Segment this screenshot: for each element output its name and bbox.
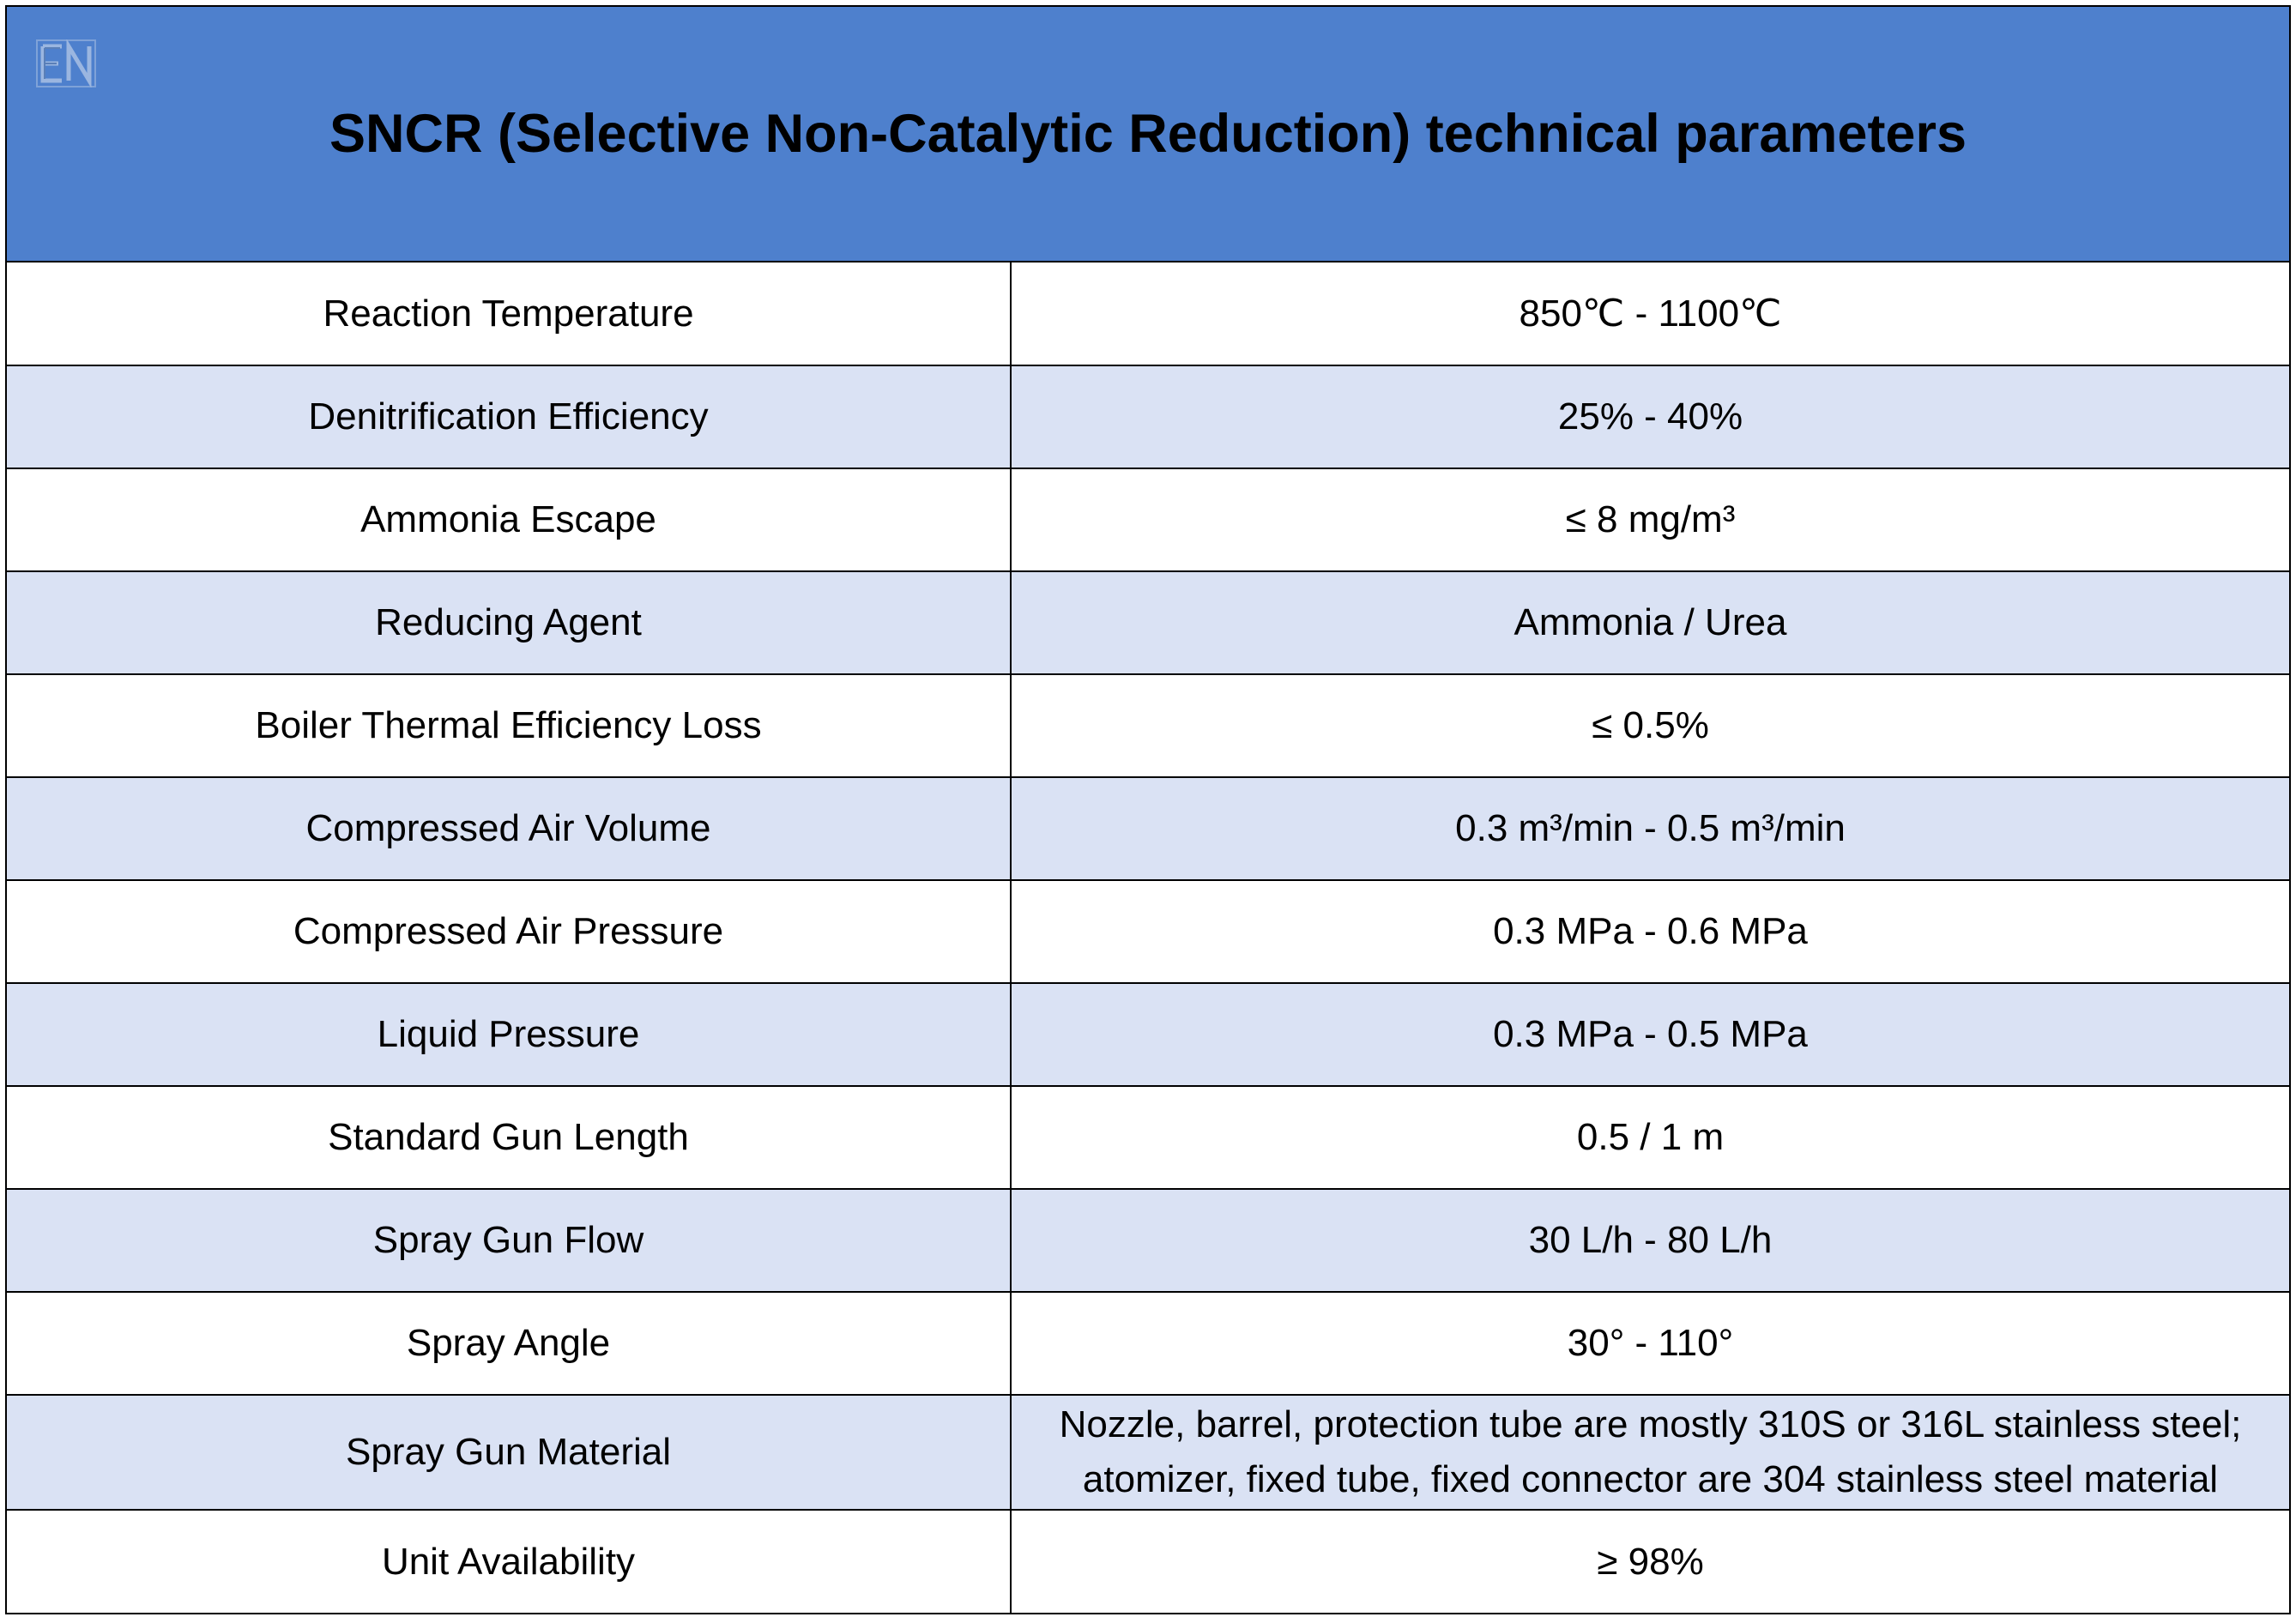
parameter-value: 30° - 110° xyxy=(1011,1292,2289,1395)
parameter-value: 0.3 m³/min - 0.5 m³/min xyxy=(1011,777,2289,880)
table-row xyxy=(7,983,2289,1086)
parameter-label: Standard Gun Length xyxy=(7,1086,1011,1189)
table-row xyxy=(7,1510,2289,1613)
parameter-value: ≤ 0.5% xyxy=(1011,674,2289,777)
table-row xyxy=(7,880,2289,983)
parameter-label: Liquid Pressure xyxy=(7,983,1011,1086)
parameter-label: Unit Availability xyxy=(7,1510,1011,1613)
table-row xyxy=(7,1189,2289,1292)
page-title: SNCR (Selective Non-Catalytic Reduction) technical parameters xyxy=(329,104,1967,164)
parameter-label: Spray Angle xyxy=(7,1292,1011,1395)
parameter-label: Compressed Air Pressure xyxy=(7,880,1011,983)
parameter-value: 30 L/h - 80 L/h xyxy=(1011,1189,2289,1292)
parameter-value: 0.3 MPa - 0.5 MPa xyxy=(1011,983,2289,1086)
table-row xyxy=(7,1086,2289,1189)
parameter-value: 0.5 / 1 m xyxy=(1011,1086,2289,1189)
table-row xyxy=(7,1292,2289,1395)
parameter-label: Spray Gun Material xyxy=(7,1395,1011,1510)
parameter-value: ≤ 8 mg/m³ xyxy=(1011,468,2289,571)
parameter-value: 850℃ - 1100℃ xyxy=(1011,262,2289,365)
table-row xyxy=(7,674,2289,777)
parameter-label: Reaction Temperature xyxy=(7,262,1011,365)
table-row xyxy=(7,365,2289,468)
parameter-label: Boiler Thermal Efficiency Loss xyxy=(7,674,1011,777)
company-logo-icon xyxy=(36,39,96,87)
parameter-value: 25% - 40% xyxy=(1011,365,2289,468)
parameter-label: Compressed Air Volume xyxy=(7,777,1011,880)
parameter-label: Denitrification Efficiency xyxy=(7,365,1011,468)
parameter-label: Spray Gun Flow xyxy=(7,1189,1011,1292)
parameter-value: 0.3 MPa - 0.6 MPa xyxy=(1011,880,2289,983)
table-row xyxy=(7,1395,2289,1510)
parameter-value: Ammonia / Urea xyxy=(1011,571,2289,674)
parameters-table xyxy=(7,262,2289,1613)
table-row xyxy=(7,777,2289,880)
parameter-value: ≥ 98% xyxy=(1011,1510,2289,1613)
table-row xyxy=(7,468,2289,571)
table-row xyxy=(7,262,2289,365)
parameter-label: Reducing Agent xyxy=(7,571,1011,674)
parameter-label: Ammonia Escape xyxy=(7,468,1011,571)
title-banner xyxy=(7,7,2289,262)
parameter-value: Nozzle, barrel, protection tube are mostly 310S or 316L stainless steel; atomizer, fixed tube, fixed connector are 304 stainless steel material xyxy=(1011,1395,2289,1510)
parameter-sheet xyxy=(5,5,2291,1614)
table-row xyxy=(7,571,2289,674)
